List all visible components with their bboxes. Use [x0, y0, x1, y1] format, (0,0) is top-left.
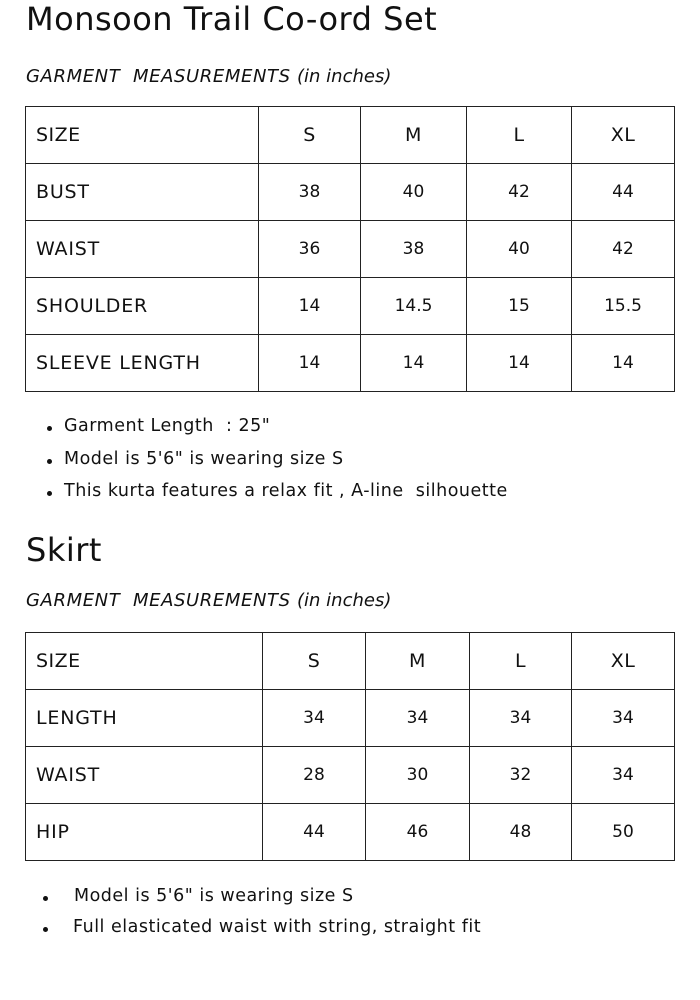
- table-cell: 42: [467, 164, 572, 221]
- table-cell: 14: [572, 335, 675, 392]
- table-cell: 40: [467, 221, 572, 278]
- table-row: [26, 164, 675, 221]
- table-row: [26, 335, 675, 392]
- table-cell: 32: [470, 747, 572, 804]
- header-cell-s: S: [263, 633, 366, 690]
- table-cell: 34: [263, 690, 366, 747]
- table-header-row: [26, 633, 675, 690]
- table-cell: 50: [572, 804, 675, 861]
- table-cell: 36: [259, 221, 361, 278]
- table-row: [26, 221, 675, 278]
- list-item: [42, 917, 481, 948]
- row-label: WAIST: [26, 747, 263, 804]
- skirt-measurements-table: [25, 632, 675, 861]
- skirt-heading: Skirt: [26, 531, 102, 569]
- row-label: SLEEVE LENGTH: [26, 335, 259, 392]
- table-row: [26, 804, 675, 861]
- co-ord-measurements-table: [25, 106, 675, 392]
- table-row: [26, 747, 675, 804]
- list-item: [46, 481, 508, 513]
- table-cell: 38: [259, 164, 361, 221]
- table-cell: 46: [366, 804, 470, 861]
- table-cell: 48: [470, 804, 572, 861]
- skirt-measurements-label: [26, 590, 391, 611]
- header-cell-xl: XL: [572, 107, 675, 164]
- bullet-icon: [47, 426, 52, 431]
- header-cell-size: SIZE: [26, 107, 259, 164]
- row-label: WAIST: [26, 221, 259, 278]
- bullet-icon: [43, 896, 48, 901]
- list-item: [46, 416, 508, 449]
- table-cell: 14: [467, 335, 572, 392]
- table-cell: 30: [366, 747, 470, 804]
- header-cell-xl: XL: [572, 633, 675, 690]
- measurements-label: [26, 66, 391, 87]
- bullet-icon: [47, 459, 52, 464]
- unit-label: (in inches): [297, 590, 392, 611]
- measurements-label-text: GARMENT MEASUREMENTS: [26, 66, 291, 87]
- page-title: Monsoon Trail Co-ord Set: [26, 0, 438, 38]
- header-cell-size: SIZE: [26, 633, 263, 690]
- table-cell: 14: [361, 335, 467, 392]
- note-text: Full elasticated waist with string, straight fit: [73, 917, 482, 937]
- row-label: HIP: [26, 804, 263, 861]
- row-label: SHOULDER: [26, 278, 259, 335]
- bullet-icon: [47, 491, 52, 496]
- table-cell: 34: [572, 690, 675, 747]
- table-cell: 14: [259, 335, 361, 392]
- note-text: Model is 5'6" is wearing size S: [74, 886, 354, 906]
- unit-label: (in inches): [297, 66, 392, 87]
- table-cell: 28: [263, 747, 366, 804]
- header-cell-l: L: [470, 633, 572, 690]
- header-cell-m: M: [366, 633, 470, 690]
- note-text: Model is 5'6" is wearing size S: [64, 449, 344, 469]
- table-cell: 34: [366, 690, 470, 747]
- list-item: [42, 886, 481, 917]
- header-cell-m: M: [361, 107, 467, 164]
- table-cell: 34: [572, 747, 675, 804]
- table-cell: 44: [263, 804, 366, 861]
- list-item: [46, 449, 508, 481]
- table-cell: 40: [361, 164, 467, 221]
- table-cell: 38: [361, 221, 467, 278]
- skirt-notes-list: [42, 886, 481, 948]
- table-row: [26, 690, 675, 747]
- table-cell: 15.5: [572, 278, 675, 335]
- table-header-row: [26, 107, 675, 164]
- header-cell-l: L: [467, 107, 572, 164]
- bullet-icon: [43, 927, 48, 932]
- row-label: BUST: [26, 164, 259, 221]
- row-label: LENGTH: [26, 690, 263, 747]
- table-cell: 14.5: [361, 278, 467, 335]
- note-text: Garment Length : 25": [64, 416, 271, 436]
- co-ord-notes-list: [46, 416, 508, 513]
- measurements-label-text: GARMENT MEASUREMENTS: [26, 590, 291, 611]
- table-cell: 14: [259, 278, 361, 335]
- table-row: [26, 278, 675, 335]
- note-text: This kurta features a relax fit , A-line silhouette: [64, 481, 508, 501]
- header-cell-s: S: [259, 107, 361, 164]
- table-cell: 15: [467, 278, 572, 335]
- table-cell: 44: [572, 164, 675, 221]
- table-cell: 34: [470, 690, 572, 747]
- table-cell: 42: [572, 221, 675, 278]
